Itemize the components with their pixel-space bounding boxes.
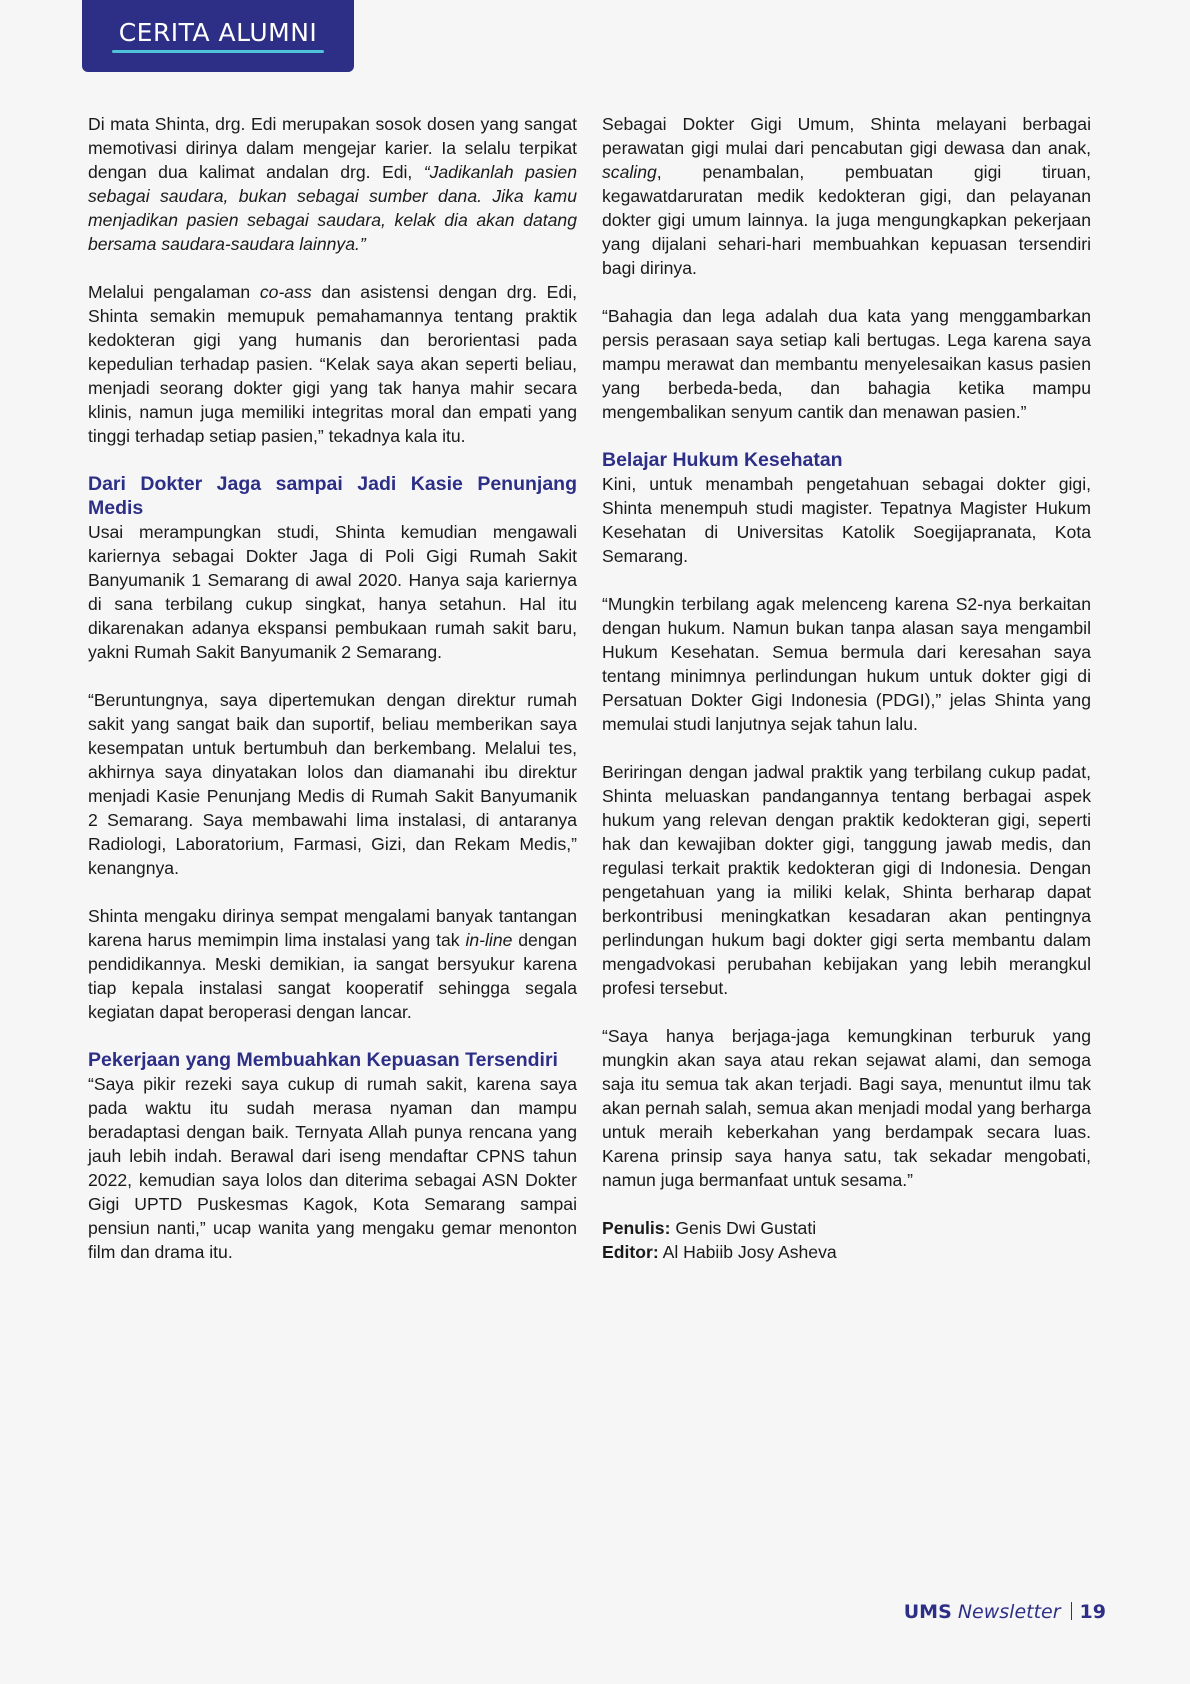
paragraph bbox=[88, 112, 577, 256]
footer-divider bbox=[1071, 1602, 1072, 1620]
paragraph: Beriringan dengan jadwal praktik yang terbilang cukup padat, Shinta meluaskan pandangannya tentang berbagai aspek hukum yang relevan dengan praktik kedokteran gigi, seperti hak dan kewajiban dokter gigi, tanggung jawab medis, dan regulasi terkait praktik kedokteran gigi di Indonesia. Dengan pengetahuan yang ia miliki kelak, Shinta berharap dapat berkontribusi meningkatkan kesadaran akan pentingnya perlindungan hukum bagi dokter gigi serta membantu dalam mengadvokasi perubahan kebijakan yang lebih merangkul profesi tersebut. bbox=[602, 762, 1091, 998]
paragraph bbox=[88, 280, 577, 448]
editor-name: Al Habiib Josy Asheva bbox=[658, 1242, 837, 1262]
paragraph-text: , penambalan, pembuatan gigi tiruan, kegawatdaruratan medik kedokteran gigi, dan pelayanan dokter gigi umum lainnya. Ia juga mengungkapkan pekerjaan yang dijalani sehari-hari membuahkan kepuasan tersendiri bagi dirinya. bbox=[602, 162, 1091, 278]
editor-credit bbox=[602, 1240, 1091, 1264]
paragraph: Usai merampungkan studi, Shinta kemudian mengawali kariernya sebagai Dokter Jaga di Poli Gigi Rumah Sakit Banyumanik 1 Semarang di awal 2020. Hanya saja kariernya di sana terbilang cukup singkat, hanya setahun. Hal itu dikarenakan adanya ekspansi pembukaan rumah sakit baru, yakni Rumah Sakit Banyumanik 2 Semarang. bbox=[88, 522, 577, 662]
paragraph-text: dan asistensi dengan drg. Edi, Shinta semakin memupuk pemahamannya tentang praktik kedokteran gigi yang humanis dan berorientasi pada kepedulian terhadap pasien. “Kelak saya akan seperti beliau, menjadi seorang dokter gigi yang tak hanya mahir secara klinis, namun juga memiliki integritas moral dan empati yang tinggi terhadap setiap pasien,” tekadnya kala itu. bbox=[88, 282, 578, 446]
left-column bbox=[88, 112, 577, 1264]
paragraph: “Bahagia dan lega adalah dua kata yang menggambarkan persis perasaan saya setiap kali bertugas. Lega karena saya mampu merawat dan membantu menyelesaikan kasus pasien yang berbeda-beda, dan bahagia ketika mampu mengembalikan senyum cantik dan menawan pasien.” bbox=[602, 306, 1091, 422]
paragraph bbox=[602, 112, 1091, 280]
right-column bbox=[602, 112, 1091, 1264]
paragraph-text: Melalui pengalaman bbox=[88, 282, 260, 302]
section-heading: Pekerjaan yang Membuahkan Kepuasan Tersendiri bbox=[88, 1049, 558, 1071]
section-label: CERITA ALUMNI bbox=[118, 18, 318, 47]
editor-label: Editor: bbox=[602, 1242, 659, 1262]
paragraph: “Mungkin terbilang agak melenceng karena S2-nya berkaitan dengan hukum. Namun bukan tanpa alasan saya mengambil Hukum Kesehatan. Semua bermula dari keresahan saya tentang minimnya perlindungan hukum untuk dokter gigi di Persatuan Dokter Gigi Indonesia (PDGI),” jelas Shinta yang memulai studi lanjutnya sejak tahun lalu. bbox=[602, 594, 1091, 734]
banner-underline bbox=[112, 50, 324, 53]
section-banner bbox=[82, 0, 354, 72]
paragraph bbox=[88, 904, 577, 1024]
footer-publication: Newsletter bbox=[957, 1601, 1061, 1623]
paragraph: Kini, untuk menambah pengetahuan sebagai dokter gigi, Shinta menempuh studi magister. Tepatnya Magister Hukum Kesehatan di Universitas Katolik Soegijapranata, Kota Semarang. bbox=[602, 474, 1091, 566]
section-heading: Dari Dokter Jaga sampai Jadi Kasie Penunjang Medis bbox=[88, 473, 577, 519]
quote: “Jadikanlah pasien sebagai saudara, bukan sebagai sumber dana. Jika kamu menjadikan pasien sebagai saudara, kelak dia akan datang bersama saudara-saudara lainnya.” bbox=[88, 162, 577, 254]
paragraph: “Saya pikir rezeki saya cukup di rumah sakit, karena saya pada waktu itu sudah merasa nyaman dan mampu beradaptasi dengan baik. Ternyata Allah punya rencana yang jauh lebih indah. Berawal dari iseng mendaftar CPNS tahun 2022, kemudian saya lolos dan diterima sebagai ASN Dokter Gigi UPTD Puskesmas Kagok, Kota Semarang sampai pensiun nanti,” ucap wanita yang mengaku gemar menonton film dan drama itu. bbox=[88, 1074, 577, 1262]
writer-label: Penulis: bbox=[602, 1218, 671, 1238]
paragraph-text: Shinta mengaku dirinya sempat mengalami banyak tantangan karena harus memimpin lima instalasi yang tak bbox=[88, 906, 577, 950]
emphasis: co-ass bbox=[259, 282, 312, 302]
paragraph-text: Sebagai Dokter Gigi Umum, Shinta melayani berbagai perawatan gigi mulai dari pencabutan gigi dewasa dan anak, bbox=[602, 114, 1091, 158]
writer-credit bbox=[602, 1216, 1091, 1240]
emphasis: scaling bbox=[602, 162, 657, 182]
paragraph: “Beruntungnya, saya dipertemukan dengan direktur rumah sakit yang sangat baik dan suportif, beliau memberikan saya kesempatan untuk bertumbuh dan berkembang. Melalui tes, akhirnya saya dinyatakan lolos dan diamanahi ibu direktur menjadi Kasie Penunjang Medis di Rumah Sakit Banyumanik 2 Semarang. Saya membawahi lima instalasi, di antaranya Radiologi, Laboratorium, Farmasi, Gizi, dan Rekam Medis,” kenangnya. bbox=[88, 690, 577, 878]
page-footer bbox=[904, 1601, 1106, 1623]
page-number: 19 bbox=[1079, 1601, 1106, 1623]
footer-brand: UMS bbox=[903, 1601, 952, 1623]
paragraph-text: dengan pendidikannya. Meski demikian, ia sangat bersyukur karena tiap kepala instalasi sangat kooperatif sehingga segala kegiatan dapat beroperasi dengan lancar. bbox=[88, 930, 577, 1022]
section-heading: Belajar Hukum Kesehatan bbox=[602, 449, 843, 471]
writer-name: Genis Dwi Gustati bbox=[670, 1218, 817, 1238]
paragraph-lead: Di mata Shinta, drg. Edi merupakan sosok dosen yang sangat memotivasi dirinya dalam mengejar karier. Ia selalu terpikat dengan dua kalimat andalan drg. Edi, bbox=[88, 114, 577, 182]
paragraph: “Saya hanya berjaga-jaga kemungkinan terburuk yang mungkin akan saya atau rekan sejawat alami, dan semoga saja itu semua tak akan terjadi. Bagi saya, menuntut ilmu tak akan pernah salah, semua akan menjadi modal yang berharga untuk meraih keberkahan yang berdampak secara luas. Karena prinsip saya hanya satu, tak sekadar mengobati, namun juga bermanfaat untuk sesama.” bbox=[602, 1026, 1091, 1190]
emphasis: in-line bbox=[465, 930, 513, 950]
